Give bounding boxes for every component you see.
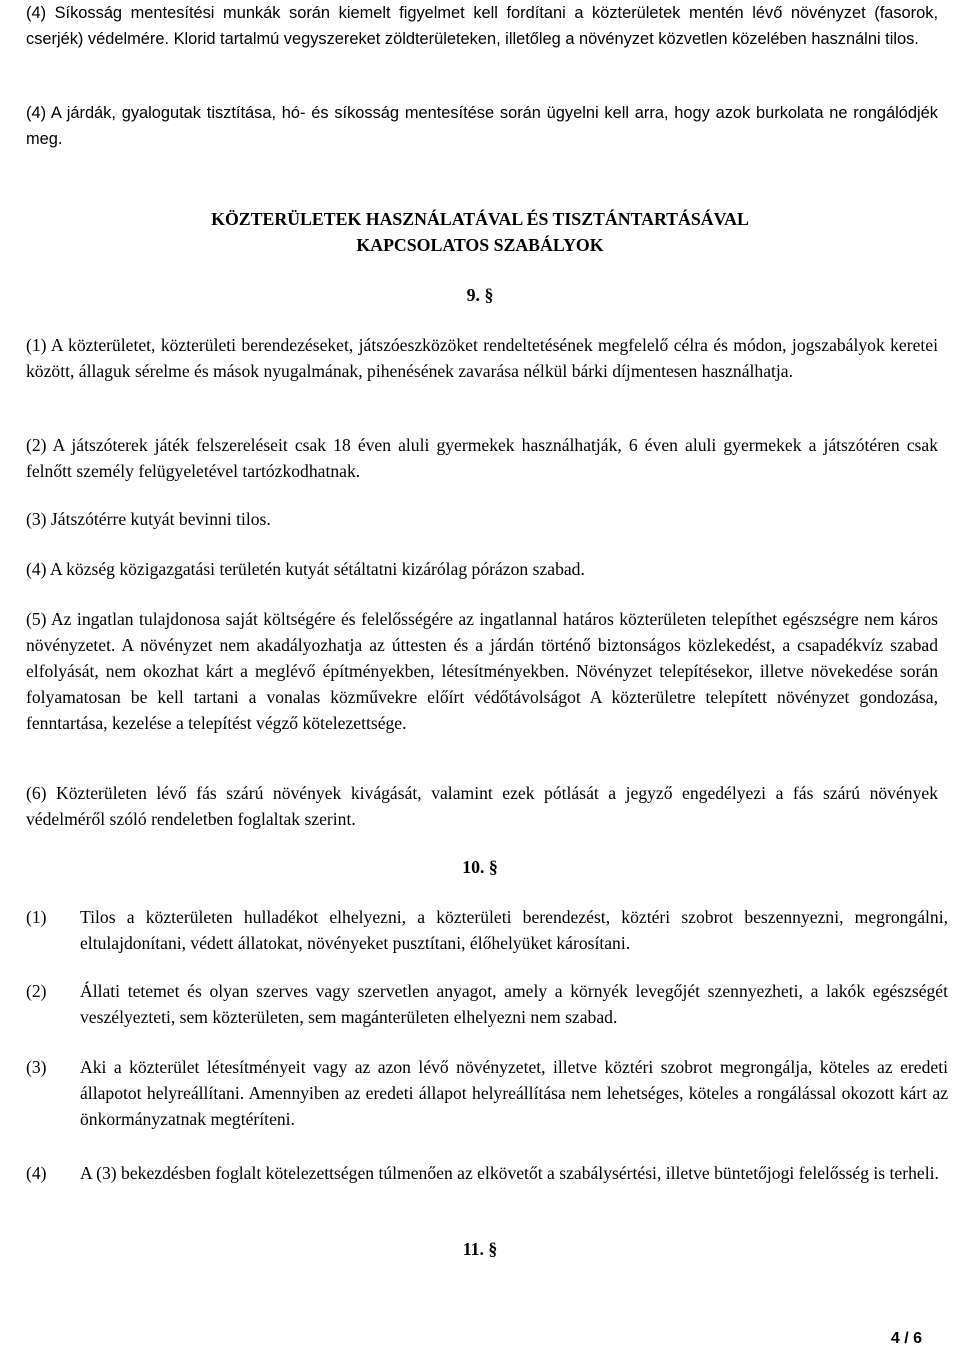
section-10-title: 10. §	[462, 857, 498, 877]
item-text: A (3) bekezdésben foglalt kötelezettségen túlmenően az elkövetőt a szabálysértési, illetve büntetőjogi felelősség is terheli.	[80, 1163, 939, 1183]
item-number: (3)	[26, 1057, 47, 1077]
item-text: Tilos a közterületen hulladékot elhelyezni, a közterületi berendezést, köztéri szobrot beszennyezni, megrongálni, eltulajdonítani, védett állatokat, növényeket pusztítani, élőhelyüket károsítani.	[80, 907, 948, 953]
section-9-title: 9. §	[466, 285, 494, 305]
paragraph-snow-plants: (4) Síkosság mentesítési munkák során kiemelt figyelmet kell fordítani a közterületek mentén lévő növényzet (fasorok, cserjék) védelmére. Klorid tartalmú vegyszereket zöldterületeken, illetőleg a növényzet közvetlen közelében használni tilos.	[26, 4, 938, 48]
section-9-para-3: (3) Játszótérre kutyát bevinni tilos.	[26, 509, 271, 529]
section-9-para-4: (4) A község közigazgatási területén kutyát sétáltatni kizárólag pórázon szabad.	[26, 559, 585, 579]
section-9-para-6: (6) Közterületen lévő fás szárú növények kivágását, valamint ezek pótlását a jegyző engedélyezi a fás szárú növények védelméről szóló rendeletben foglaltak szerint.	[26, 783, 938, 829]
page-number: 4 / 6	[890, 1330, 922, 1347]
section-9-para-2: (2) A játszóterek játék felszereléseit csak 18 éven aluli gyermekek használhatják, 6 éven aluli gyermekek a játszótéren csak felnőtt személy felügyeletével tartózkodhatnak.	[26, 435, 938, 481]
section-9-para-1: (1) A közterületet, közterületi berendezéseket, játszóeszközöket rendeltetésének megfelelő célra és módon, jogszabályok keretei között, állaguk sérelme és mások nyugalmának, pihenésének zavarása nélkül bárki díjmentesen használhatja.	[26, 335, 938, 381]
item-number: (1)	[26, 907, 47, 927]
section-11-title: 11. §	[462, 1239, 498, 1259]
item-text: Állati tetemet és olyan szerves vagy szervetlen anyagot, amely a környék levegőjét szennyezheti, a lakók egészségét veszélyezteti, sem közterületen, sem magánterületen elhelyezni nem szabad.	[80, 981, 948, 1027]
item-number: (4)	[26, 1163, 47, 1183]
paragraph-sidewalks: (4) A járdák, gyalogutak tisztítása, hó- és síkosság mentesítése során ügyelni kell arra, hogy azok burkolata ne rongálódjék meg.	[26, 104, 938, 148]
chapter-heading-line1: KÖZTERÜLETEK HASZNÁLATÁVAL ÉS TISZTÁNTARTÁSÁVAL	[211, 209, 749, 229]
section-9-para-5: (5) Az ingatlan tulajdonosa saját költségére és felelősségére az ingatlannal határos közterületen telepíthet egészségre nem káros növényzetet. A növényzet nem akadályozhatja az úttesten és a járdán történő biztonságos közlekedést, a csapadékvíz szabad elfolyását, nem okozhat kárt a meglévő építményekben, létesítményekben. Növényzet telepítésekor, illetve növekedése során folyamatosan be kell tartani a vonalas közművekre előírt védőtávolságot A közterületre telepített növényzet gondozása, fenntartása, kezelése a telepítést végző kötelezettsége.	[26, 609, 938, 733]
item-number: (2)	[26, 981, 47, 1001]
chapter-heading-line2: KAPCSOLATOS SZABÁLYOK	[356, 235, 604, 255]
item-text: Aki a közterület létesítményeit vagy az azon lévő növényzetet, illetve köztéri szobrot megrongálja, köteles az eredeti állapotot helyreállítani. Amennyiben az eredeti állapot helyreállítása nem lehetséges, köteles a rongálással okozott kárt az önkormányzatnak megtéríteni.	[80, 1057, 948, 1129]
